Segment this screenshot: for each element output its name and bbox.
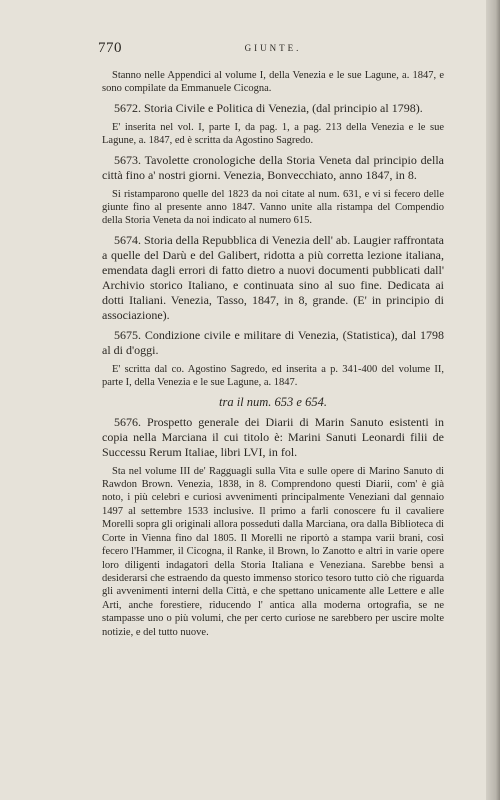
entry-5673: 5673. Tavolette cronologiche della Storia Veneta dal principio della città fino a' nostri giorni. Venezia, Bonvecchiato, anno 1847, in 8. — [102, 152, 444, 182]
entry-5672: 5672. Storia Civile e Politica di Venezia, (dal principio al 1798). — [114, 100, 423, 115]
running-title: GIUNTE. — [244, 43, 302, 53]
note-paragraph: Si ristamparono quelle del 1823 da noi citate al num. 631, e vi si fecero delle giunte fino al presente anno 1847. Vanno unite alla ristampa del Compendio della Storia Veneta da noi indicato al numero 615. — [102, 188, 444, 227]
book-spine-shadow — [486, 0, 500, 800]
note-paragraph: Sta nel volume III de' Ragguagli sulla Vita e sulle opere di Marino Sanuto di Rawdon Brown. Venezia, 1838, in 8. Comprendono questi Diarii, com' è già noto, i più celebri e curiosi avvenimenti principalmente Veneziani dal gennaio 1497 al settembre 1533 inclusive. Il primo a farli conoscere fu il cavaliere Morelli sopra gli originali allora posseduti dalla Marciana, ora dalla Biblioteca di Corte in Vienna fino dal 1805. Il Morelli ne riportò a stampa varii brani, così fecero l'Hammer, il Cicogna, il Ranke, il Brown, lo Zanotto e altri in varie opere loro diligenti indagatori della Storia Italiana e Veneziana. Sarebbe bensì a desiderarsi che estraendo da questo immenso storico tesoro tutto ciò che riguarda gli avvenimenti interni della Città, e che spettano unicamente alle Lettere e alle Arti, anche forestiere, riducendo l' antica alla moderna ortografia, se ne stampasse uno o più volumi, che per certo curiose ne sarebbero per uscire molte notizie, e del tutto nuove. — [102, 465, 444, 638]
entry-5674: 5674. Storia della Repubblica di Venezia dell' ab. Laugier raffrontata a quelle del Darù e del Galibert, ridotta a più corretta lezione italiana, emendata dagli errori di fatto dietro a nuovi documenti pubblicati dall' Archivio storico Italiano, e continuata sino al suo fine. Dedicata ai dotti Italiani. Venezia, Tasso, 1847, in 8, grande. (E' in principio di associazione). — [102, 232, 444, 322]
page-content — [98, 40, 444, 639]
entry-5676: 5676. Prospetto generale dei Diarii di Marin Sanuto esistenti in copia nella Marciana il cui titolo è: Marini Sanuti Leonardi filii de Successu Rerum Italiae, libri LVI, in fol. — [102, 414, 444, 459]
note-paragraph: E' scritta dal co. Agostino Sagredo, ed inserita a p. 341-400 del volume II, parte I, della Venezia e le sue Lagune, a. 1847. — [102, 363, 444, 389]
running-head — [98, 40, 444, 60]
entry-5675: 5675. Condizione civile e militare di Venezia, (Statistica), dal 1798 al di d'oggi. — [102, 327, 444, 357]
section-heading: tra il num. 653 e 654. — [219, 394, 327, 409]
note-paragraph: Stanno nelle Appendici al volume I, della Venezia e le sue Lagune, a. 1847, e sono compilate da Emmanuele Cicogna. — [102, 70, 444, 95]
page-number: 770 — [98, 40, 122, 56]
note-paragraph: E' inserita nel vol. I, parte I, da pag. 1, a pag. 213 della Venezia e le sue Lagune, a. 1847, ed è scritta da Agostino Sagredo. — [102, 121, 444, 147]
